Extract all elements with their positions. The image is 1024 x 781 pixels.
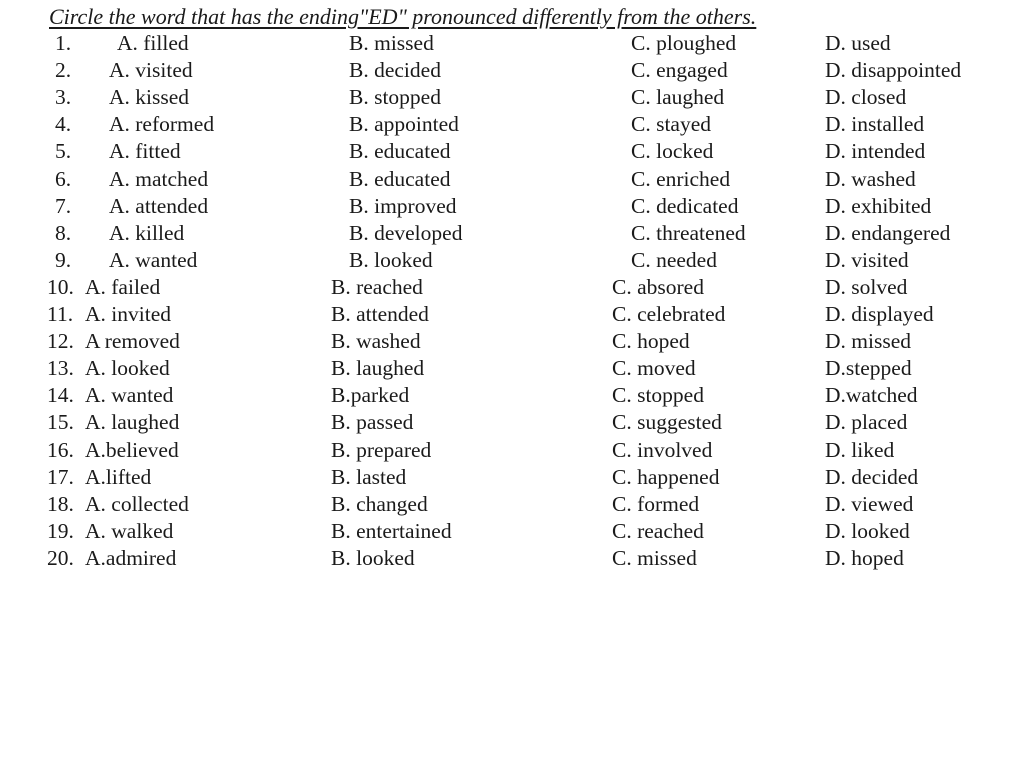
question-number: 12. — [47, 329, 74, 354]
question-number: 10. — [47, 274, 74, 299]
option-a[interactable]: A. reformed — [109, 112, 215, 137]
option-d[interactable]: D. installed — [825, 112, 925, 137]
question-row — [0, 328, 1024, 355]
question-row — [0, 84, 1024, 111]
option-a[interactable]: A.believed — [85, 437, 179, 462]
option-a[interactable]: A. walked — [85, 518, 174, 543]
option-c[interactable]: C. dedicated — [631, 193, 739, 218]
question-row — [0, 518, 1024, 545]
option-d[interactable]: D. visited — [825, 247, 909, 272]
question-number: 20. — [47, 545, 74, 570]
option-b[interactable]: B. looked — [331, 545, 415, 570]
option-d[interactable]: D. decided — [825, 464, 919, 489]
option-a[interactable]: A. wanted — [109, 247, 198, 272]
option-c[interactable]: C. stopped — [612, 383, 704, 408]
option-b[interactable]: B. looked — [349, 247, 433, 272]
option-c[interactable]: C. enriched — [631, 166, 731, 191]
option-d[interactable]: D. exhibited — [825, 193, 932, 218]
option-d[interactable]: D. closed — [825, 85, 907, 110]
option-a[interactable]: A. visited — [109, 58, 193, 83]
question-number: 1. — [55, 31, 72, 55]
question-row — [0, 220, 1024, 247]
question-number: 5. — [55, 139, 72, 164]
question-number: 4. — [55, 112, 72, 137]
question-number: 8. — [55, 220, 72, 245]
option-b[interactable]: B. reached — [331, 274, 423, 299]
option-c[interactable]: C. hoped — [612, 329, 690, 354]
question-number: 2. — [55, 58, 72, 83]
question-row — [0, 166, 1024, 193]
option-b[interactable]: B. attended — [331, 302, 429, 326]
option-d[interactable]: D.watched — [825, 383, 918, 408]
option-c[interactable]: C. involved — [612, 437, 713, 462]
option-b[interactable]: B.parked — [331, 383, 410, 408]
question-row — [0, 382, 1024, 409]
option-a[interactable]: A. filled — [117, 31, 189, 55]
question-number: 17. — [47, 464, 74, 489]
question-row — [0, 545, 1024, 572]
option-a[interactable]: A. matched — [109, 166, 209, 191]
option-c[interactable]: C. celebrated — [612, 302, 726, 326]
option-c[interactable]: C. reached — [612, 518, 704, 543]
question-row — [0, 193, 1024, 220]
question-row — [0, 57, 1024, 84]
option-d[interactable]: D. looked — [825, 518, 910, 543]
question-number: 7. — [55, 193, 72, 218]
option-c[interactable]: C. happened — [612, 464, 720, 489]
option-a[interactable]: A.lifted — [85, 464, 152, 489]
option-d[interactable]: D. displayed — [825, 302, 934, 326]
question-number: 9. — [55, 247, 72, 272]
option-a[interactable]: A. collected — [85, 491, 189, 516]
option-c[interactable]: C. needed — [631, 247, 717, 272]
option-c[interactable]: C. formed — [612, 491, 700, 516]
option-b[interactable]: B. prepared — [331, 437, 432, 462]
option-d[interactable]: D. used — [825, 31, 891, 55]
question-number: 15. — [47, 410, 74, 435]
option-b[interactable]: B. improved — [349, 193, 457, 218]
question-row — [0, 437, 1024, 464]
question-number: 18. — [47, 491, 74, 516]
question-row — [0, 491, 1024, 518]
option-b[interactable]: B. missed — [349, 31, 434, 55]
option-c[interactable]: C. locked — [631, 139, 714, 164]
option-a[interactable]: A. attended — [109, 193, 209, 218]
option-a[interactable]: A. invited — [85, 302, 171, 326]
option-c[interactable]: C. laughed — [631, 85, 725, 110]
option-b[interactable]: B. stopped — [349, 85, 441, 110]
option-a[interactable]: A. fitted — [109, 139, 181, 164]
question-number: 3. — [55, 85, 72, 110]
question-number: 11. — [47, 302, 74, 326]
option-d[interactable]: D. washed — [825, 166, 916, 191]
question-row — [0, 111, 1024, 138]
question-row — [0, 464, 1024, 491]
option-b[interactable]: B. entertained — [331, 518, 452, 543]
option-a[interactable]: A.admired — [85, 545, 177, 570]
question-number: 19. — [47, 518, 74, 543]
option-c[interactable]: C. moved — [612, 356, 696, 381]
option-a[interactable]: A. kissed — [109, 85, 190, 110]
option-d[interactable]: D.stepped — [825, 356, 912, 381]
option-c[interactable]: C. engaged — [631, 58, 728, 83]
question-row — [0, 247, 1024, 274]
question-number: 13. — [47, 356, 74, 381]
option-a[interactable]: A. killed — [109, 220, 185, 245]
option-d[interactable]: D. hoped — [825, 545, 904, 570]
option-c[interactable]: C. ploughed — [631, 31, 737, 55]
question-row — [0, 274, 1024, 301]
option-b[interactable]: B. changed — [331, 491, 428, 516]
option-c[interactable]: C. stayed — [631, 112, 712, 137]
question-row — [0, 138, 1024, 165]
option-d[interactable]: D. disappointed — [825, 58, 962, 83]
option-c[interactable]: C. missed — [612, 545, 697, 570]
option-a[interactable]: A. looked — [85, 356, 170, 381]
question-row — [0, 301, 1024, 328]
option-b[interactable]: B. laughed — [331, 356, 425, 381]
option-d[interactable]: D. placed — [825, 410, 908, 435]
question-row — [0, 30, 1024, 57]
option-b[interactable]: B. decided — [349, 58, 441, 83]
option-d[interactable]: D. missed — [825, 329, 911, 354]
option-a[interactable]: A. laughed — [85, 410, 180, 435]
instruction-title: Circle the word that has the ending"ED" pronounced differently from the others. — [49, 4, 757, 29]
option-a[interactable]: A. failed — [85, 274, 161, 299]
question-row — [0, 409, 1024, 436]
question-number: 16. — [47, 437, 74, 462]
option-b[interactable]: B. passed — [331, 410, 414, 435]
option-d[interactable]: D. endangered — [825, 220, 951, 245]
question-number: 6. — [55, 166, 72, 191]
option-b[interactable]: B. developed — [349, 220, 463, 245]
question-number: 14. — [47, 383, 74, 408]
option-c[interactable]: C. suggested — [612, 410, 722, 435]
option-d[interactable]: D. viewed — [825, 491, 914, 516]
option-d[interactable]: D. liked — [825, 437, 895, 462]
option-c[interactable]: C. absored — [612, 274, 704, 299]
option-b[interactable]: B. lasted — [331, 464, 407, 489]
option-d[interactable]: D. intended — [825, 139, 926, 164]
option-b[interactable]: B. washed — [331, 329, 421, 354]
option-d[interactable]: D. solved — [825, 274, 908, 299]
option-b[interactable]: B. educated — [349, 166, 451, 191]
option-c[interactable]: C. threatened — [631, 220, 746, 245]
question-row — [0, 355, 1024, 382]
option-a[interactable]: A. wanted — [85, 383, 174, 408]
option-b[interactable]: B. educated — [349, 139, 451, 164]
option-a[interactable]: A removed — [85, 329, 180, 354]
option-b[interactable]: B. appointed — [349, 112, 459, 137]
